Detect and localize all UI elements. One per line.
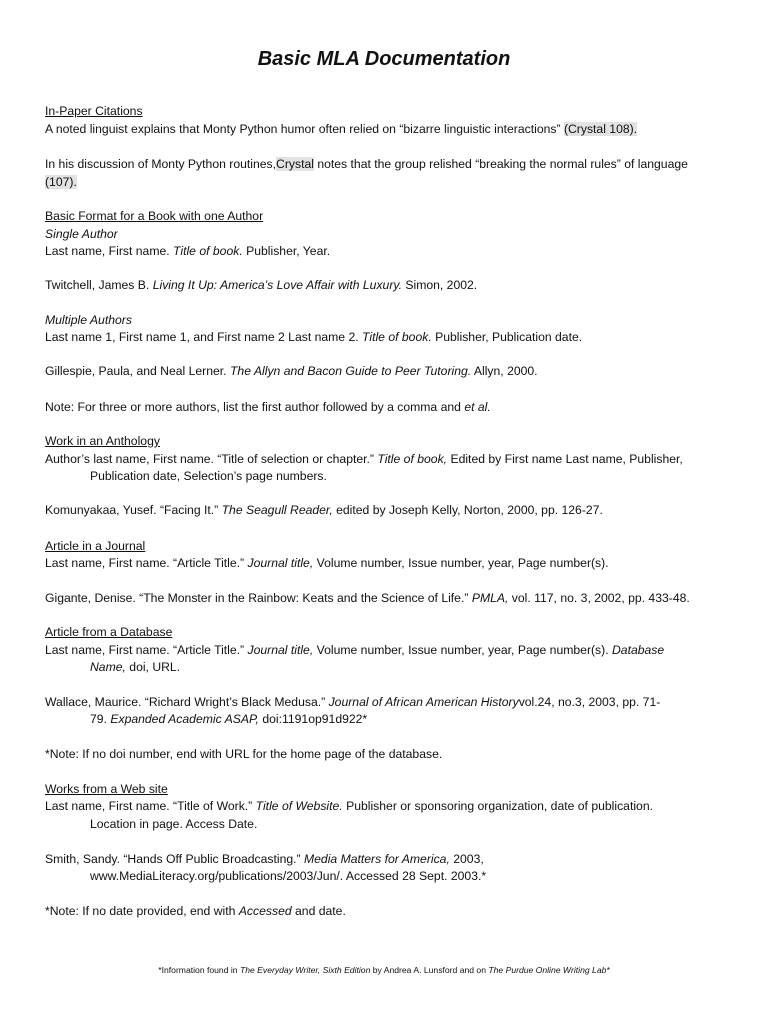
ex-database: Expanded Academic ASAP,	[110, 712, 259, 726]
note-etal: et al.	[464, 400, 491, 414]
ex-author: Twitchell, James B.	[45, 278, 150, 292]
ex-pages: 79.	[90, 712, 107, 726]
fmt-title: Title of book.	[173, 244, 243, 258]
fmt-title: Journal title,	[247, 643, 314, 657]
ex-author: Gigante, Denise. “The Monster in the Rainbow: Keats and the Science of Life.”	[45, 591, 469, 605]
fmt-volume: Volume number, Issue number, year, Page number(s).	[316, 643, 609, 657]
database-format-cont	[45, 658, 768, 676]
note-accessed: Accessed	[238, 904, 292, 918]
fmt-author: Author’s last name, First name. “Title of selection or chapter.”	[45, 452, 374, 466]
ex2-text-b: notes that the group relished “breaking the normal rules” of language	[317, 157, 688, 171]
note-end: and date.	[295, 904, 346, 918]
single-author-example	[45, 276, 735, 294]
fmt-author: Last name, First name. “Article Title.”	[45, 556, 245, 570]
ex-doi: doi:1191op91d922*	[262, 712, 368, 726]
fmt-title: Title of book.	[362, 330, 432, 344]
fmt-publisher: Publisher, Year.	[246, 244, 331, 258]
ex-publisher: Simon, 2002.	[405, 278, 478, 292]
web-heading-text: Works from a Web site	[45, 782, 168, 796]
fmt-volume: Volume number, Issue number, year, Page number(s).	[316, 556, 609, 570]
database-note: *Note: If no doi number, end with URL for the home page of the database.	[45, 747, 443, 761]
database-heading	[45, 623, 735, 641]
fmt-authors: Last name 1, First name 1, and First name 2 Last name 2.	[45, 330, 359, 344]
fmt-author: Last name, First name.	[45, 244, 170, 258]
journal-heading-text: Article in a Journal	[45, 539, 146, 553]
ex1-text: A noted linguist explains that Monty Python humor often relied on “bizarre linguistic interactions”	[45, 122, 561, 136]
ex-author: Komunyakaa, Yusef. “Facing It.”	[45, 503, 219, 517]
anthology-format-cont: Publication date, Selection’s page numbers.	[90, 469, 327, 483]
note-text: *Note: If no date provided, end with	[45, 904, 236, 918]
web-example-cont: www.MediaLiteracy.org/publications/2003/Jun/. Accessed 28 Sept. 2003.*	[90, 869, 487, 883]
ex-volume: vol. 117, no. 3, 2002, pp. 433-48.	[511, 591, 690, 605]
fmt-title: Title of book,	[377, 452, 448, 466]
footer-text-b: by Andrea A. Lunsford and on	[372, 965, 486, 975]
ex2-citation: (107).	[45, 175, 77, 189]
ex1-citation: (Crystal 108).	[563, 122, 638, 136]
ex2-name: Crystal	[276, 157, 314, 171]
anthology-heading-text: Work in an Anthology	[45, 434, 160, 448]
ex-title: The Seagull Reader,	[221, 503, 333, 517]
web-heading	[45, 780, 735, 798]
web-format-cont: Location in page. Access Date.	[90, 817, 258, 831]
footer-lab-title: The Purdue Online Writing Lab*	[488, 965, 610, 975]
ex-author: Wallace, Maurice. “Richard Wright’s Black Medusa.”	[45, 695, 326, 709]
anthology-example	[45, 501, 735, 519]
ex-title: Media Matters for America,	[304, 852, 450, 866]
multiple-authors-format	[45, 328, 735, 346]
book-heading-text: Basic Format for a Book with one Author	[45, 209, 264, 223]
ex-editor: edited by Joseph Kelly, Norton, 2000, pp. 126-27.	[336, 503, 603, 517]
journal-heading	[45, 537, 735, 555]
in-paper-heading-text: In-Paper Citations	[45, 104, 143, 118]
ex-title: Living It Up: America’s Love Affair with Luxury.	[152, 278, 402, 292]
fmt-doi: doi, URL.	[129, 660, 181, 674]
footer-note	[0, 964, 768, 976]
database-format	[45, 641, 735, 659]
ex-author: Smith, Sandy. “Hands Off Public Broadcasting.”	[45, 852, 301, 866]
fmt-author: Last name, First name. “Title of Work.”	[45, 799, 253, 813]
journal-example	[45, 589, 735, 607]
footer-text-a: *Information found in	[158, 965, 238, 975]
web-format	[45, 797, 735, 815]
in-paper-example-1	[45, 120, 735, 138]
database-heading-text: Article from a Database	[45, 625, 173, 639]
web-example	[45, 850, 735, 868]
ex-title: Journal of African American History	[328, 695, 519, 709]
single-author-label: Single Author	[45, 227, 118, 241]
ex2-text-a: In his discussion of Monty Python routines,	[45, 157, 277, 171]
book-heading	[45, 207, 735, 225]
anthology-format	[45, 450, 735, 468]
fmt-title: Title of Website.	[255, 799, 343, 813]
in-paper-example-2	[45, 155, 735, 173]
anthology-heading	[45, 432, 735, 450]
ex-title: The Allyn and Bacon Guide to Peer Tutoring.	[229, 364, 472, 378]
ex-volume: vol.24, no.3, 2003, pp. 71-	[518, 695, 661, 709]
page-title: Basic MLA Documentation	[257, 48, 511, 70]
fmt-publisher: Publisher or sponsoring organization, date of publication.	[346, 799, 653, 813]
database-example-cont	[45, 710, 768, 728]
fmt-editor: Edited by First name Last name, Publisher,	[450, 452, 683, 466]
in-paper-example-2-cont	[45, 173, 735, 191]
multiple-authors-note	[45, 398, 735, 416]
journal-format	[45, 554, 735, 572]
ex-year: 2003,	[453, 852, 484, 866]
single-author-format	[45, 242, 735, 260]
ex-publisher: Allyn, 2000.	[473, 364, 538, 378]
multiple-authors-example	[45, 362, 735, 380]
ex-authors: Gillespie, Paula, and Neal Lerner.	[45, 364, 227, 378]
in-paper-heading	[45, 102, 735, 120]
ex-title: PMLA,	[471, 591, 509, 605]
database-example	[45, 693, 735, 711]
multiple-authors-label: Multiple Authors	[45, 313, 132, 327]
fmt-title: Journal title,	[247, 556, 314, 570]
web-note	[45, 902, 735, 920]
fmt-author: Last name, First name. “Article Title.”	[45, 643, 245, 657]
footer-book-title: The Everyday Writer, Sixth Edition	[239, 965, 371, 975]
note-text: Note: For three or more authors, list the first author followed by a comma and	[45, 400, 461, 414]
fmt-database: Database	[612, 643, 665, 657]
fmt-database-name: Name,	[90, 660, 126, 674]
fmt-publisher: Publisher, Publication date.	[435, 330, 583, 344]
